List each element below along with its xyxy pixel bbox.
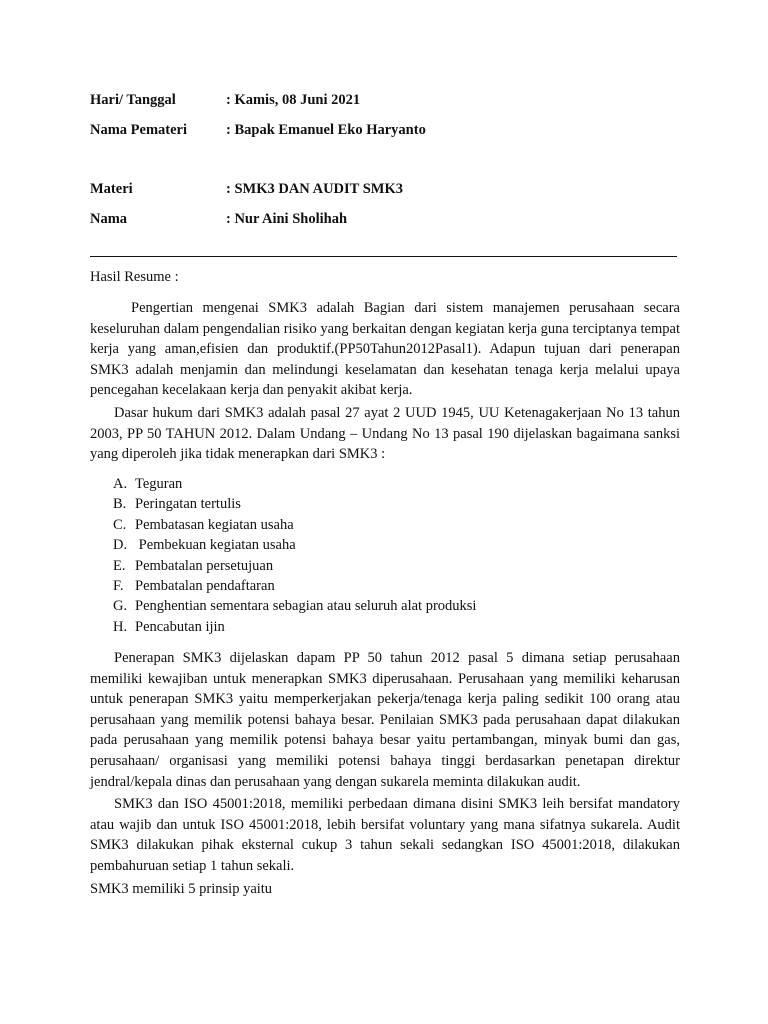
header-value-topic: : SMK3 DAN AUDIT SMK3 [226, 181, 403, 197]
list-marker: C. [113, 516, 127, 533]
sanction-list [113, 474, 476, 637]
list-item [113, 474, 476, 494]
list-text: Pembatalan pendaftaran [135, 577, 275, 594]
list-item [113, 596, 476, 616]
paragraph-definition: Pengertian mengenai SMK3 adalah Bagian dari sistem manajemen perusahaan secara keseluruhan dalam pengendalian risiko yang berkaitan dengan kegiatan kerja guna terciptanya tempat kerja yang aman,efisien dan produktif.(PP50Tahun2012Pasal1). Adapun tujuan dari penerapan SMK3 adalah menjamin dan melindungi keselamatan dan kesehatan tenaga kerja melalui upaya pencegahan kecelakaan kerja dan penyakit akibat kerja. [90, 300, 680, 399]
list-item [113, 535, 476, 555]
list-text: Pembekuan kegiatan usaha [135, 537, 296, 554]
paragraph-legal-basis: Dasar hukum dari SMK3 adalah pasal 27 ayat 2 UUD 1945, UU Ketenagakerjaan No 13 tahun 2003, PP 50 TAHUN 2012. Dalam Undang – Undang No 13 pasal 190 dijelaskan bagaimana sanksi yang diperoleh jika tidak menerapkan dari SMK3 : [90, 405, 680, 463]
header-label-name: Nama [90, 211, 128, 227]
list-marker: G. [113, 598, 128, 615]
list-text: Peringatan tertulis [135, 496, 241, 513]
header-label-topic: Materi [90, 181, 133, 197]
list-marker: F. [113, 577, 124, 594]
principles-line: SMK3 memiliki 5 prinsip yaitu [90, 881, 273, 897]
header-label-speaker: Nama Pemateri [90, 122, 188, 138]
header-divider [90, 256, 677, 257]
list-item [113, 576, 476, 596]
list-item [113, 617, 476, 637]
list-marker: H. [113, 618, 128, 635]
header-value-date: : Kamis, 08 Juni 2021 [226, 92, 361, 108]
resume-heading: Hasil Resume : [90, 269, 179, 285]
list-marker: E. [113, 557, 126, 574]
list-item [113, 494, 476, 514]
list-marker: A. [113, 476, 128, 492]
list-marker: D. [113, 537, 128, 554]
list-text: Pencabutan ijin [135, 618, 225, 635]
list-item [113, 515, 476, 535]
header-value-name: : Nur Aini Sholihah [226, 211, 348, 227]
list-text: Pembatalan persetujuan [135, 557, 274, 574]
list-marker: B. [113, 496, 127, 513]
header-value-speaker: : Bapak Emanuel Eko Haryanto [226, 122, 426, 138]
paragraph-iso-comparison: SMK3 dan ISO 45001:2018, memiliki perbedaan dimana disini SMK3 leih bersifat mandatory atau wajib dan untuk ISO 45001:2018, lebih bersifat voluntary yang mana sifatnya sukarela. Audit SMK3 dilakukan pihak eksternal cukup 3 tahun sekali sedangkan ISO 45001:2018, dilakukan pembahuruan setiap 1 tahun sekali. [90, 796, 680, 874]
list-text: Penghentian sementara sebagian atau seluruh alat produksi [135, 598, 477, 615]
paragraph-implementation: Penerapan SMK3 dijelaskan dapam PP 50 tahun 2012 pasal 5 dimana setiap perusahaan memiliki kewajiban untuk menerapkan SMK3 diperusahaan. Perusahaan yang memiliki keharusan untuk penerapan SMK3 yaitu memperkerjakan pekerja/tenaga kerja paling sedikit 100 orang atau perusahaan yang memilik potensi bahaya besar. Penilaian SMK3 pada perusahaan dapat dilakukan pada perusahaan yang memilik potensi bahaya besar yaitu pertambangan, minyak bumi dan gas, perusahaan/ organisasi yang memiliki potensi bahaya tinggi berdasarkan penetapan direktur jendral/kepala dinas dan perusahaan yang dengan sukarela meminta dilakukan audit. [90, 650, 680, 790]
list-item [113, 556, 476, 576]
list-text: Pembatasan kegiatan usaha [135, 516, 294, 533]
list-text: Teguran [135, 476, 183, 492]
header-label-date: Hari/ Tanggal [90, 92, 176, 108]
